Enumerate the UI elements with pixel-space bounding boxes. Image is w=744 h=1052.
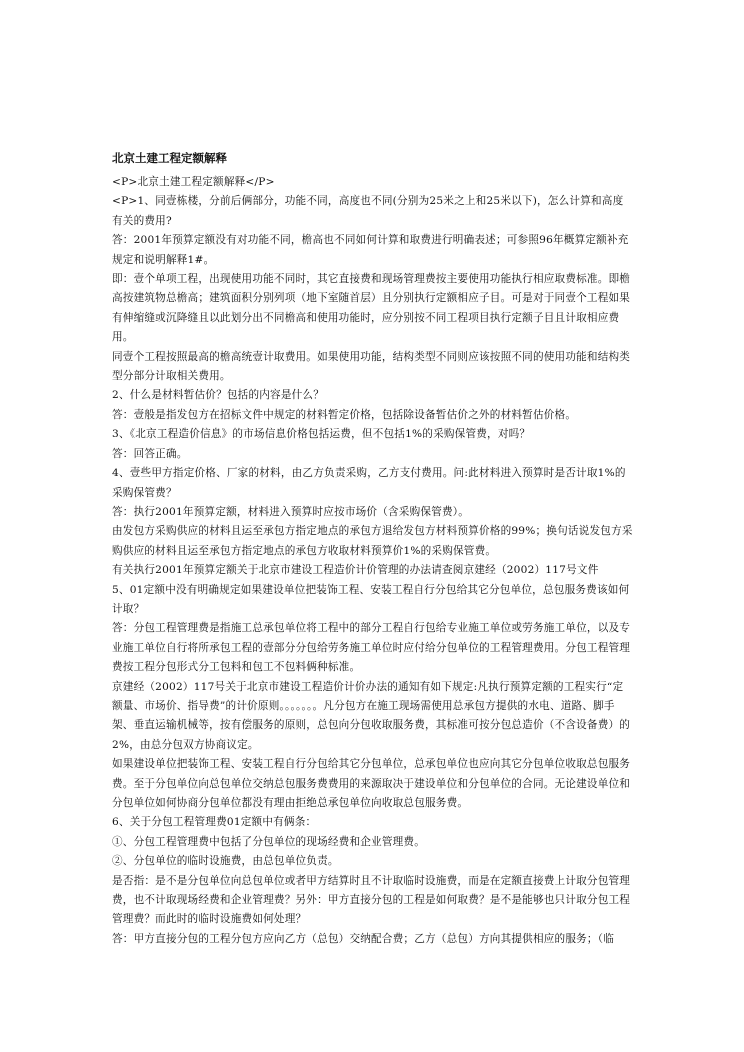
document-title: 北京土建工程定额解释 xyxy=(112,151,227,165)
paragraph: ①、分包工程管理费中包括了分包单位的现场经费和企业管理费。 xyxy=(112,835,426,848)
paragraph: 3、《北京工程造价信息》的市场信息价格包括运费，但不包括1%的采购保管费，对吗？ xyxy=(112,428,531,441)
paragraph: 京建经（2002）117号关于北京市建设工程造价计价办法的通知有如下规定:凡执行预算定额的工程实行“定额量、市场价、指导费”的计价原则。。。。。。。凡分包方在施工现场需使用总承包方提供的水电、道路、脚手架、垂直运输机械等，按有偿服务的原则，总包向分包收取服务费，其标准可按分包总造价（不含设备费）的2%，由总分包双方协商议定。 xyxy=(112,680,631,751)
paragraph: 答：分包工程管理费是指施工总承包单位将工程中的部分工程自行包给专业施工单位或劳务施工单位，以及专业施工单位自行将所承包工程的壹部分分包给劳务施工单位时应付给分包单位的工程管理费用。分包工程管理费按工程分包形式分工包料和包工不包料俩种标准。 xyxy=(112,622,631,674)
paragraph: 即：壹个单项工程，出现使用功能不同时，其它直接费和现场管理费按主要使用功能执行相应取费标准。即檐高按建筑物总檐高；建筑面积分别列项（地下室随首层）且分别执行定额相应子目。可是对于同壹个工程如果有伸缩缝或沉降缝且以此划分出不同檐高和使用功能时，应分别按不同工程项目执行定额子目且计取相应费用。 xyxy=(112,273,631,344)
paragraph: 同壹个工程按照最高的檐高统壹计取费用。如果使用功能，结构类型不同则应该按照不同的使用功能和结构类型分部分计取相关费用。 xyxy=(112,350,631,383)
paragraph: 答：壹般是指发包方在招标文件中规定的材料暂定价格，包括除设备暂估价之外的材料暂估价格。 xyxy=(112,408,577,421)
paragraph: <P>北京土建工程定额解释</P> xyxy=(112,176,275,188)
paragraph: 6、关于分包工程管理费01定额中有俩条： xyxy=(112,816,317,829)
paragraph: <P>1、同壹栋楼，分前后俩部分，功能不同，高度也不同(分别为25米之上和25米以下)，怎么计算和高度有关的费用? xyxy=(112,195,624,227)
paragraph: ②、分包单位的临时设施费，由总包单位负责。 xyxy=(112,855,339,868)
paragraph: 答：回答正确。 xyxy=(112,447,188,460)
paragraph: 有关执行2001年预算定额关于北京市建设工程造价计价管理的办法请查阅京建经（2002）117号文件 xyxy=(112,564,599,577)
paragraph: 答：2001年预算定额没有对功能不同，檐高也不同如何计算和取费进行明确表述；可参照96年概算定额补充规定和说明解释1#。 xyxy=(112,234,629,266)
paragraph: 5、01定额中没有明确规定如果建设单位把装饰工程、安装工程自行分包给其它分包单位，总包服务费该如何计取？ xyxy=(112,583,630,615)
paragraph: 如果建设单位把装饰工程、安装工程自行分包给其它分包单位，总承包单位也应向其它分包单位收取总包服务费。至于分包单位向总包单位交纳总包服务费费用的来源取决于建设单位和分包单位的合同。无论建设单位和分包单位如何协商分包单位都没有理由拒绝总承包单位向收取总包服务费。 xyxy=(112,758,631,809)
paragraph: 2、什么是材料暂估价？包括的内容是什么？ xyxy=(112,389,325,402)
paragraph: 由发包方采购供应的材料且运至承包方指定地点的承包方退给发包方材料预算价格的99%；换句话说发包方采购供应的材料且运至承包方指定地点的承包方收取材料预算价1%的采购保管费。 xyxy=(112,525,633,557)
paragraph: 4、壹些甲方指定价格、厂家的材料，由乙方负责采购，乙方支付费用。问:此材料进入预算时是否计取1%的采购保管费？ xyxy=(112,467,626,499)
paragraph: 是否指：是不是分包单位向总包单位或者甲方结算时且不计取临时设施费，而是在定额直接费上计取分包管理费，也不计取现场经费和企业管理费？另外：甲方直接分包的工程是如何取费？是不是能够也只计取分包工程管理费？而此时的临时设施费如何处理？ xyxy=(112,874,631,926)
paragraph: 答：执行2001年预算定额，材料进入预算时应按市场价（含采购保管费）。 xyxy=(112,505,470,518)
document-body xyxy=(112,150,634,949)
paragraph: 答：甲方直接分包的工程分包方应向乙方（总包）交纳配合费；乙方（总包）方向其提供相应的服务；（临 xyxy=(112,932,615,945)
